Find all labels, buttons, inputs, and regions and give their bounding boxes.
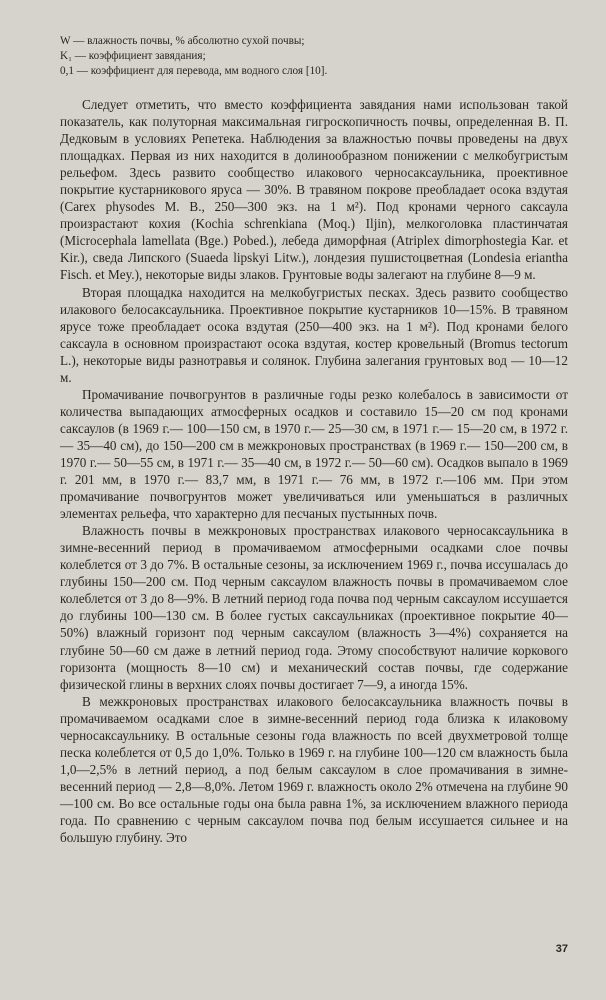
legend-line-w: W — влажность почвы, % абсолютно сухой почвы;	[60, 35, 305, 47]
legend-line-k1: K₁ — коэффициент завядания;	[60, 50, 206, 62]
paragraph-2: Вторая площадка находится на мелкобугристых песках. Здесь развито сообщество илакового белосаксаульника. Проективное покрытие кустарников 10—15%. В травяном ярусе тоже преобладает осока вздутая (250—400 экз. на 1 м²). Под кронами белого саксаула в основном произрастают осока вздутая, костер кровельный (Bromus tectorum L.), некоторые виды разнотравья и солянок. Глубина залегания грунтовых вод — 10—12 м.	[60, 284, 568, 385]
paragraph-4: Влажность почвы в межкроновых пространствах илакового черносаксаульника в зимне-весенний период в промачиваемом атмосферными осадками слое почвы колеблется от 3 до 7%. В остальные сезоны, за исключением 1969 г., почва иссушалась до глубины 150—200 см. Под черным саксаулом влажность почвы в промачиваемом слое колеблется от 3 до 8—9%. В летний период года почва под черным саксаулом иссушается до глубины 100—130 см. В более густых саксаульниках (проективное покрытие 40—50%) влажный горизонт под черным саксаулом (влажность 3—4%) сохраняется на глубине 50—60 см даже в летний период года. Этому способствуют наличие коркового горизонта (мощность 8—10 см) и механический состав почвы, где содержание физической глины в верхних слоях почвы достигает 7—9, а иногда 15%.	[60, 523, 568, 692]
body-text	[60, 96, 568, 846]
page-number: 37	[555, 943, 568, 955]
paragraph-5: В межкроновых пространствах илакового белосаксаульника влажность почвы в промачиваемом осадками слое в зимне-весенний период года близка к илаковому черносаксаульнику. В остальные сезоны года влажность по всей двухметровой толще песка колеблется от 0,5 до 1,0%. Только в 1969 г. на глубине 100—120 см влажность была 1,0—2,5% в летний период, а под белым саксаулом в слое промачивания в зимне-весенний период — 2,8—8,0%. Летом 1969 г. влажность около 2% отмечена на глубине 90—100 см. Во все остальные годы она была равна 1%, за исключением влажного периода года. По сравнению с черным саксаулом почва под белым иссушается сильнее и на большую глубину. Это	[60, 693, 568, 846]
legend-line-coefficient: 0,1 — коэффициент для перевода, мм водного слоя [10].	[60, 65, 328, 77]
paragraph-3: Промачивание почвогрунтов в различные годы резко колебалось в зависимости от количества выпадающих атмосферных осадков и составило 15—20 см под кронами саксаулов (в 1969 г.— 100—150 см, в 1970 г.— 25—30 см, в 1971 г.— 15—20 см, в 1972 г.— 35—40 см), до 150—200 см в межкроновых пространствах (в 1969 г.— 150—200 см, в 1970 г.— 50—55 см, в 1971 г.— 35—40 см, в 1972 г.— 50—60 см). Осадков выпало в 1969 г. 201 мм, в 1970 г.— 83,7 мм, в 1971 г.— 76 мм, в 1972 г.—106 мм. При этом промачивание почвогрунтов может увеличиваться или уменьшаться в различных элементах рельефа, что характерно для песчаных пустынных почв.	[60, 386, 568, 522]
formula-legend	[60, 34, 540, 79]
paragraph-1: Следует отметить, что вместо коэффициента завядания нами использован такой показатель, как полуторная максимальная гигроскопичность почвы, определенная В. П. Дедковым в условиях Репетека. Наблюдения за влажностью почвы проведены на двух площадках. Первая из них находится в долинообразном понижении с мелкобугристым рельефом. Здесь развито сообщество илакового черносаксаульника, проективное покрытие кустарникового яруса — 30%. В травяном покрове преобладает осока вздутая (Carex physodes M. B., 250—300 экз. на 1 м²). Под кронами черного саксаула произрастают кохия (Kochia schrenkiana (Moq.) Iljin), мелкоголовка пластинчатая (Microcephala lamellata (Bge.) Pobed.), лебеда диморфная (Atriplex dimorphostegia Kar. et Kir.), сведа Липского (Suaeda lipskyi Litw.), лондезия пушистоцветная (Londesia eriantha Fisch. et Mey.), некоторые виды злаков. Грунтовые воды залегают на глубине 8—9 м.	[60, 97, 568, 283]
